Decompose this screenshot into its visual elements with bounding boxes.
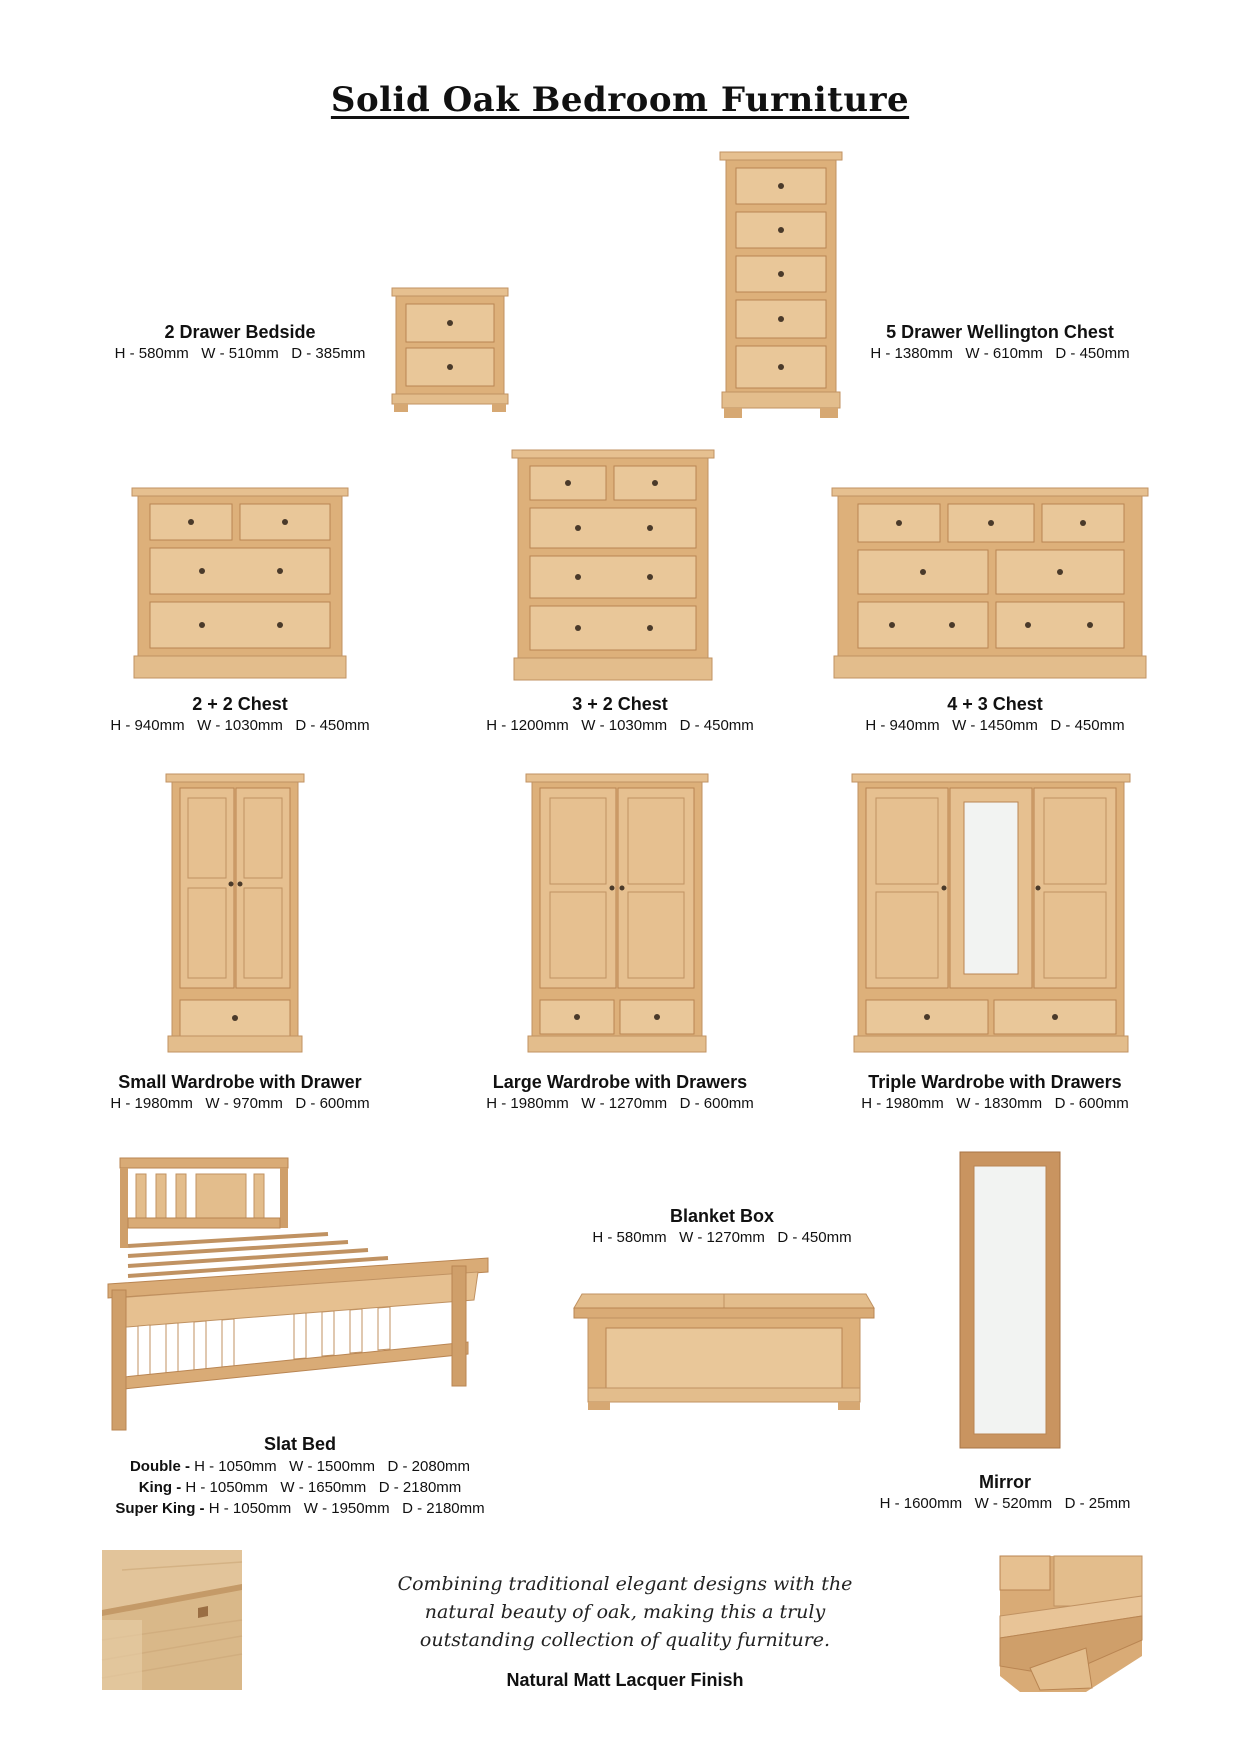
chest-2-2-dims: H - 940mm W - 1030mm D - 450mm <box>110 717 370 734</box>
slat-bed-image <box>108 1150 488 1440</box>
chest-4-3-dims: H - 940mm W - 1450mm D - 450mm <box>865 717 1125 734</box>
wardrobe-mirror-panel <box>964 802 1018 974</box>
large-wardrobe-dims: H - 1980mm W - 1270mm D - 600mm <box>486 1095 754 1112</box>
bedside-label <box>80 320 400 364</box>
small-wardrobe-dims: H - 1980mm W - 970mm D - 600mm <box>110 1095 370 1112</box>
chest-3-2-label <box>460 692 780 736</box>
slat-bed-label <box>80 1432 520 1519</box>
bed-size-label: King - <box>138 1479 182 1496</box>
chest-3-2-image <box>512 450 716 686</box>
wellington-dims: H - 1380mm W - 610mm D - 450mm <box>870 345 1130 362</box>
small-wardrobe-image <box>166 774 306 1058</box>
finish-note: Natural Matt Lacquer Finish <box>506 1670 744 1690</box>
chest-3-2-name: 3 + 2 Chest <box>572 694 668 714</box>
bed-size-dims: H - 1050mm W - 1500mm D - 2080mm <box>194 1458 471 1475</box>
page-title: Solid Oak Bedroom Furniture <box>330 80 910 120</box>
wellington-label <box>840 320 1160 364</box>
large-wardrobe-name: Large Wardrobe with Drawers <box>492 1072 748 1092</box>
tagline-line: outstanding collection of quality furniture. <box>419 1629 831 1651</box>
mirror-name: Mirror <box>978 1472 1031 1492</box>
blanket-box-name: Blanket Box <box>669 1206 775 1226</box>
blanket-box-dims: H - 580mm W - 1270mm D - 450mm <box>592 1229 852 1246</box>
chest-2-2-image <box>132 488 352 684</box>
tagline-line: natural beauty of oak, making this a truly <box>424 1601 826 1623</box>
plinth-detail-image <box>1000 1556 1142 1692</box>
triple-wardrobe-dims: H - 1980mm W - 1830mm D - 600mm <box>861 1095 1129 1112</box>
mirror-image <box>960 1152 1064 1452</box>
bedside-name: 2 Drawer Bedside <box>164 322 316 342</box>
large-wardrobe-label <box>460 1070 780 1114</box>
tagline-line: Combining traditional elegant designs with the <box>397 1573 853 1595</box>
small-wardrobe-label <box>80 1070 400 1114</box>
chest-4-3-name: 4 + 3 Chest <box>947 694 1043 714</box>
triple-wardrobe-name: Triple Wardrobe with Drawers <box>868 1072 1122 1092</box>
slat-bed-size-king <box>80 1477 520 1498</box>
chest-4-3-label <box>835 692 1155 736</box>
bedside-dims: H - 580mm W - 510mm D - 385mm <box>114 345 366 362</box>
chest-3-2-dims: H - 1200mm W - 1030mm D - 450mm <box>486 717 754 734</box>
wellington-chest-image <box>720 152 844 422</box>
slat-bed-name: Slat Bed <box>263 1434 337 1454</box>
large-wardrobe-image <box>526 774 710 1058</box>
triple-wardrobe-label <box>835 1070 1155 1114</box>
tagline <box>330 1570 920 1654</box>
bed-size-label: Super King - <box>115 1500 205 1517</box>
slat-bed-size-super-king <box>80 1498 520 1519</box>
oak-joint-detail-image <box>102 1550 242 1690</box>
blanket-box-image <box>574 1278 874 1414</box>
bedside-image <box>392 288 512 418</box>
chest-2-2-label <box>80 692 400 736</box>
bed-size-dims: H - 1050mm W - 1650mm D - 2180mm <box>185 1479 462 1496</box>
bed-size-label: Double - <box>129 1458 190 1475</box>
wellington-name: 5 Drawer Wellington Chest <box>886 322 1114 342</box>
blanket-box-label <box>562 1204 882 1248</box>
chest-2-2-name: 2 + 2 Chest <box>192 694 288 714</box>
triple-wardrobe-image <box>852 774 1132 1058</box>
small-wardrobe-name: Small Wardrobe with Drawer <box>118 1072 362 1092</box>
mirror-label <box>845 1470 1165 1514</box>
slat-bed-size-double <box>80 1456 520 1477</box>
chest-4-3-image <box>832 488 1152 684</box>
bed-size-dims: H - 1050mm W - 1950mm D - 2180mm <box>208 1500 485 1517</box>
mirror-dims: H - 1600mm W - 520mm D - 25mm <box>879 1495 1131 1512</box>
